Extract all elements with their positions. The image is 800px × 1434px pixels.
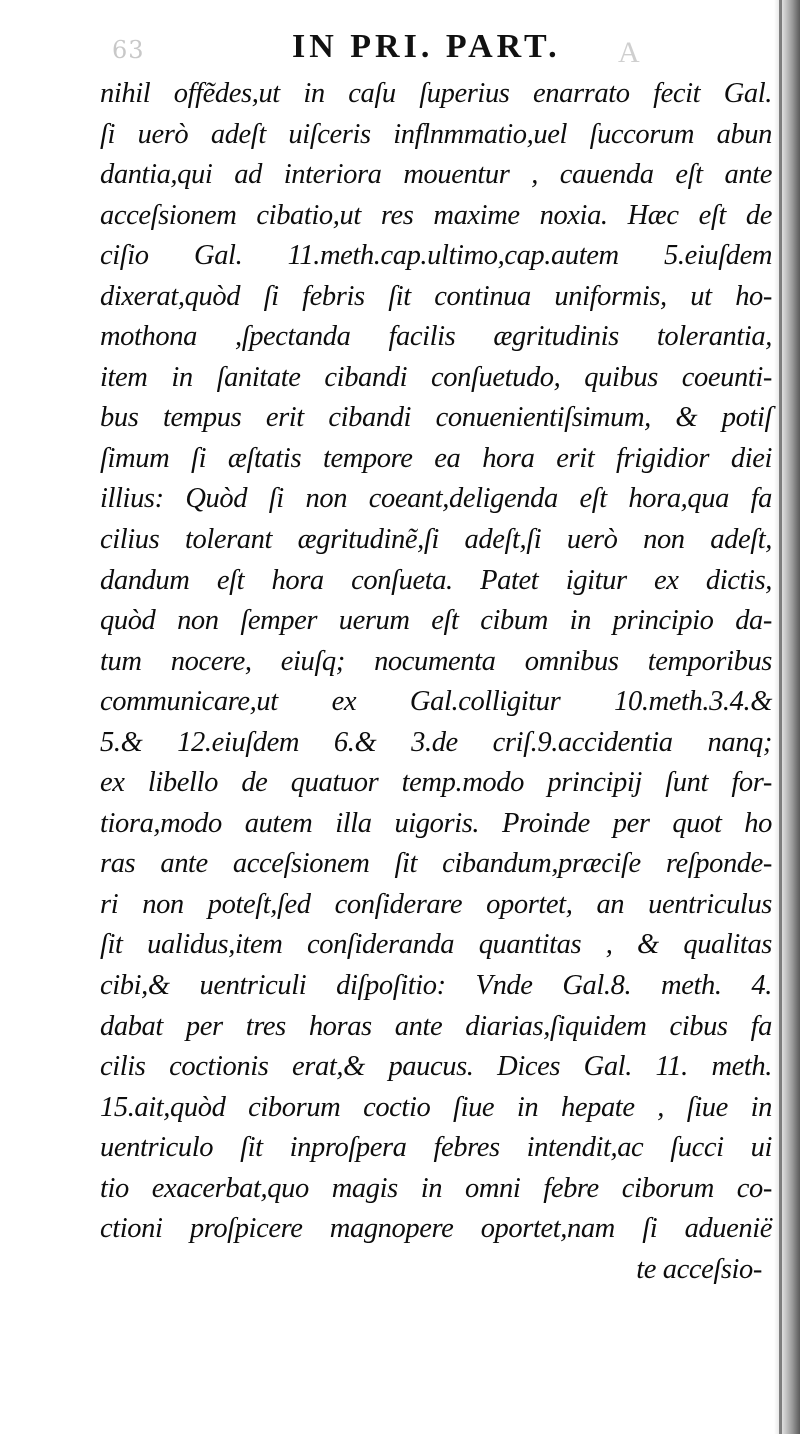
text-line: item in ſanitate cibandi conſuetudo, quibus coeunti-	[100, 361, 772, 393]
text-line: uentriculo ſit inproſpera febres intendit,ac ſucci ui	[100, 1132, 772, 1164]
text-line: quòd non ſemper uerum eſt cibum in principio da-	[100, 605, 772, 637]
text-line: 5.& 12.eiuſdem 6.& 3.de criſ.9.accidentia nanq;	[100, 726, 772, 758]
text-line: ri non poteſt,ſed conſiderare oportet, an uentriculus	[100, 888, 772, 920]
text-line: communicare,ut ex Gal.colligitur 10.meth.3.4.&	[100, 686, 772, 718]
page-binding-edge	[774, 0, 800, 1434]
text-line: dantia,qui ad interiora mouentur , cauenda eſt ante	[100, 159, 772, 191]
text-line: tio exacerbat,quo magis in omni febre ciborum co-	[100, 1172, 772, 1204]
text-line: cilis coctionis erat,& paucus. Dices Gal. 11. meth.	[100, 1051, 772, 1083]
folio-number: 63	[112, 36, 145, 64]
bleed-through-text: A	[618, 36, 650, 69]
text-line: ctioni proſpicere magnopere oportet,nam ſi aduenië	[100, 1213, 772, 1245]
text-line: ſi uerò adeſt uiſceris inflnmmatio,uel ſuccorum abun	[100, 118, 772, 150]
text-line: tiora,modo autem illa uigoris. Proinde per quot ho	[100, 807, 772, 839]
text-line: bus tempus erit cibandi conuenientiſsimum, & potiſ	[100, 402, 772, 434]
text-line: cilius tolerant ægritudinẽ,ſi adeſt,ſi uerò non adeſt,	[100, 524, 772, 556]
text-line: ex libello de quatuor temp.modo principij ſunt for-	[100, 767, 772, 799]
running-head: IN PRI. PART.	[292, 28, 561, 65]
text-body	[100, 74, 772, 1290]
text-line: tum nocere, eiuſq; nocumenta omnibus temporibus	[100, 645, 772, 677]
text-line: nihil offẽdes,ut in caſu ſuperius enarrato fecit Gal.	[100, 78, 772, 109]
text-line: 15.ait,quòd ciborum coctio ſiue in hepate , ſiue in	[100, 1091, 772, 1123]
text-line: ſimum ſi æſtatis tempore ea hora erit frigidior diei	[100, 442, 772, 474]
text-line: acceſsionem cibatio,ut res maxime noxia. Hæc eſt de	[100, 199, 772, 231]
text-line: ciſio Gal. 11.meth.cap.ultimo,cap.autem 5.eiuſdem	[100, 240, 772, 272]
gutter-shadow-line	[779, 0, 782, 1434]
text-line: ſit ualidus,item conſideranda quantitas , & qualitas	[100, 929, 772, 961]
catchword-line: te acceſsio-	[636, 1253, 762, 1285]
text-line: illius: Quòd ſi non coeant,deligenda eſt hora,qua fa	[100, 483, 772, 515]
text-line: dixerat,quòd ſi febris ſit continua uniformis, ut ho-	[100, 280, 772, 312]
text-line: dabat per tres horas ante diarias,ſiquidem cibus fa	[100, 1010, 772, 1042]
text-line: ras ante acceſsionem ſit cibandum,præciſe reſponde-	[100, 848, 772, 880]
text-line: cibi,& uentriculi diſpoſitio: Vnde Gal.8. meth. 4.	[100, 970, 772, 1002]
text-line: dandum eſt hora conſueta. Patet igitur ex dictis,	[100, 564, 772, 596]
text-line: mothona ,ſpectanda facilis ægritudinis tolerantia,	[100, 321, 772, 353]
